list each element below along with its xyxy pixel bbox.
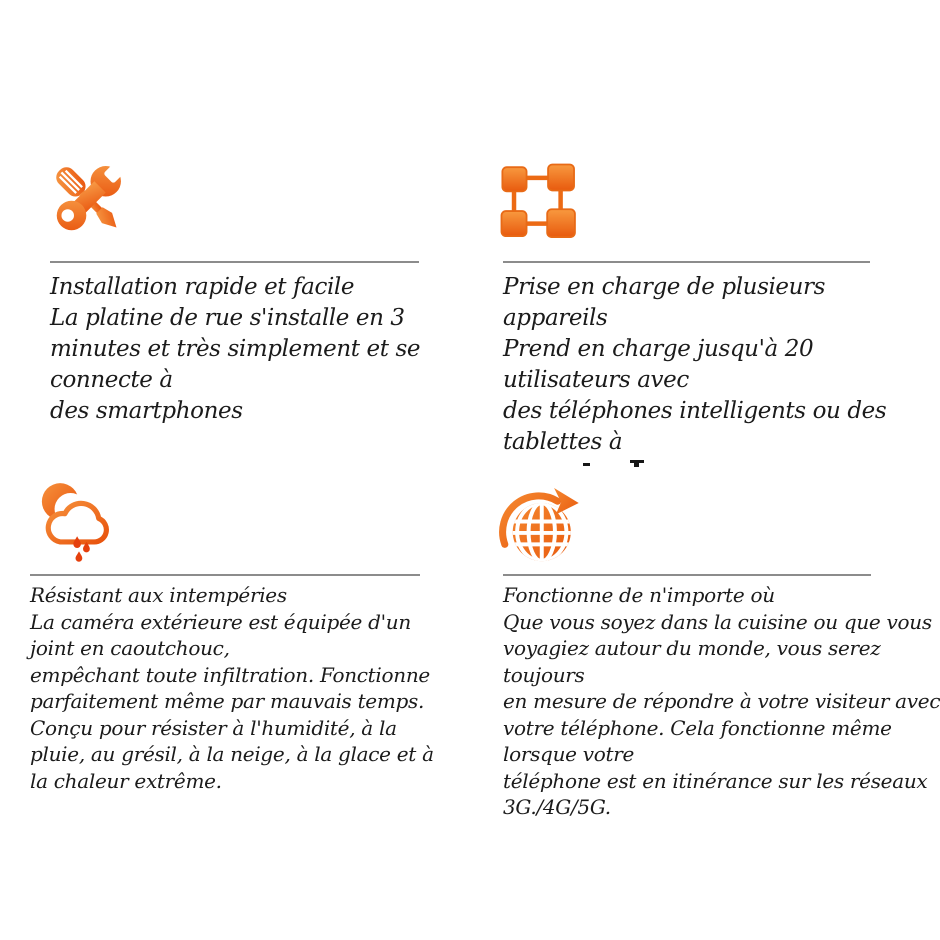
feature-text-line: toujours (503, 662, 585, 687)
feature-text-line: lorsque votre (503, 742, 635, 766)
feature-text-line: votre téléphone. Cela fonctionne même (503, 715, 892, 740)
cloud-moon-rain-icon (32, 477, 126, 573)
feature-text-line: Prend en charge jusqu'à 20 (503, 336, 814, 362)
feature-text-line: joint en caoutchouc, (30, 636, 230, 660)
section-divider (50, 261, 419, 263)
wrench-screwdriver-icon (45, 152, 131, 246)
feature-text-line: Installation rapide et facile (50, 274, 355, 300)
feature-text-multi-device (503, 272, 940, 458)
feature-text-line: empêchant toute infiltration. Fonctionne (30, 662, 430, 687)
feature-text-line: minutes et très simplement et se (50, 336, 421, 362)
feature-text-line: La platine de rue s'installe en 3 (50, 305, 405, 331)
section-divider (503, 261, 870, 263)
feature-text-line: des smartphones (50, 398, 243, 424)
feature-text-line: Conçu pour résister à l'humidité, à la (30, 715, 397, 740)
feature-text-line: des téléphones intelligents ou des (503, 398, 887, 424)
feature-text-works-anywhere (503, 582, 940, 821)
feature-text-line: Prise en charge de plusieurs (503, 274, 826, 300)
feature-text-line: voyagiez autour du monde, vous serez (503, 636, 881, 660)
feature-text-line: appareils (503, 305, 608, 331)
section-divider (503, 574, 871, 576)
feature-text-quick-install (50, 272, 450, 427)
network-nodes-icon (497, 155, 583, 251)
feature-text-line: tablettes à (503, 429, 623, 455)
feature-text-line: en mesure de répondre à votre visiteur avec (503, 689, 940, 713)
feature-text-weatherproof (30, 582, 450, 794)
feature-text-line: Résistant aux intempéries (30, 583, 287, 607)
feature-text-line: connecte à (50, 367, 173, 393)
feature-text-line: 3G./4G/5G. (503, 795, 611, 819)
globe-roaming-icon (496, 475, 584, 575)
section-divider (30, 574, 420, 576)
feature-text-line: La caméra extérieure est équipée d'un (30, 609, 411, 634)
feature-text-line: pluie, au grésil, à la neige, à la glace et à (30, 742, 434, 766)
feature-text-line: Fonctionne de n'importe où (503, 583, 775, 607)
feature-text-line: parfaitement même par mauvais temps. (30, 689, 425, 713)
feature-text-line: téléphone est en itinérance sur les réseaux (503, 768, 928, 793)
feature-text-line: utilisateurs avec (503, 367, 689, 393)
feature-text-line: Que vous soyez dans la cuisine ou que vous (503, 609, 932, 634)
feature-text-line: la chaleur extrême. (30, 768, 222, 793)
